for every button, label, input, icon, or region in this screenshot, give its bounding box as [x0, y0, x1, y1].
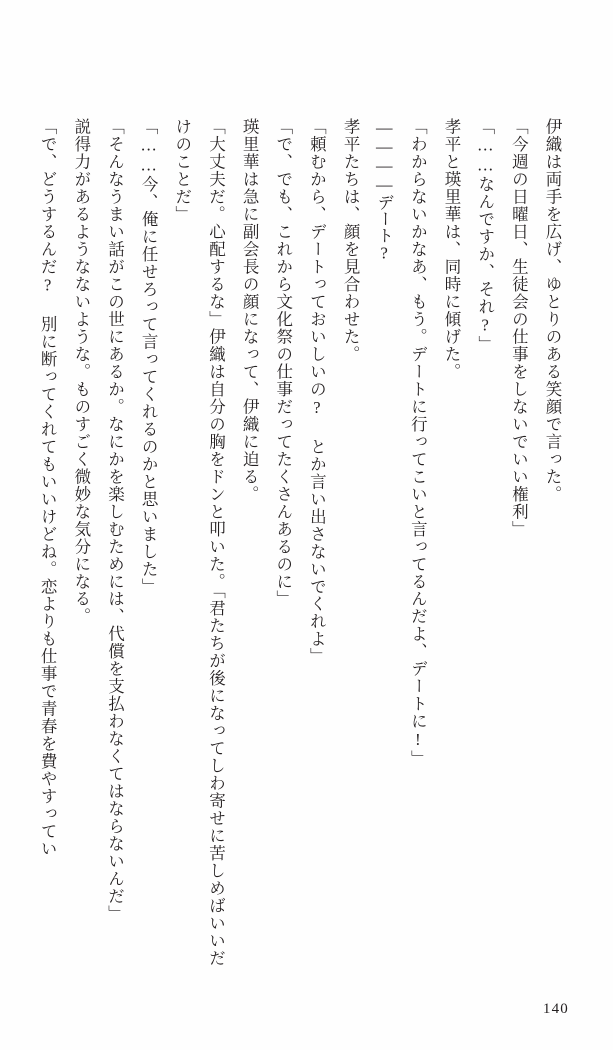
paragraph: 「……なんですか、それ?」	[475, 118, 495, 353]
paragraph: 「……今、俺に任せろって言ってくれるのかと思いました」	[139, 118, 159, 596]
page-number: 140	[542, 1001, 569, 1017]
paragraph: 「頼むから、デートっておいしいの? とか言い出さないでくれよ」	[307, 118, 327, 666]
paragraph: 孝平たちは、顔を見合わせた。	[341, 118, 361, 363]
paragraph: 「そんなうまい話がこの世にあるか。なにかを楽しむためには、代償を支払わなくてはならないんだ」	[105, 118, 125, 923]
paragraph: ――――デート?	[374, 118, 394, 263]
paragraph: 「大丈夫だ。心配するな」伊織は自分の胸をドンと叩いた。「君たちが後になってしわ寄せに苦しめばいいだけのことだ」	[172, 118, 226, 967]
paragraph: 「今週の日曜日、生徒会の仕事をしないでいい権利」	[509, 118, 529, 538]
paragraph: 「で、どうするんだ? 別に断ってくれてもいいけどね。恋よりも仕事で青春を費やすってい	[38, 118, 58, 858]
paragraph: 伊織は両手を広げ、ゆとりのある笑顔で言った。	[543, 118, 562, 503]
paragraph: 瑛里華は急に副会長の顔になって、伊織に迫る。	[240, 118, 260, 503]
body-text	[38, 118, 569, 978]
paragraph: 「わからないかなあ、もう。デートに行ってこいと言ってるんだよ、デートに!」	[408, 118, 428, 768]
paragraph: 孝平と瑛里華は、同時に傾げた。	[442, 118, 462, 381]
paragraph: 説得力があるようなないような。ものすごく微妙な気分になる。	[71, 118, 91, 626]
paragraph: 「で、でも、これから文化祭の仕事だってたくさんあるのに」	[273, 118, 293, 608]
